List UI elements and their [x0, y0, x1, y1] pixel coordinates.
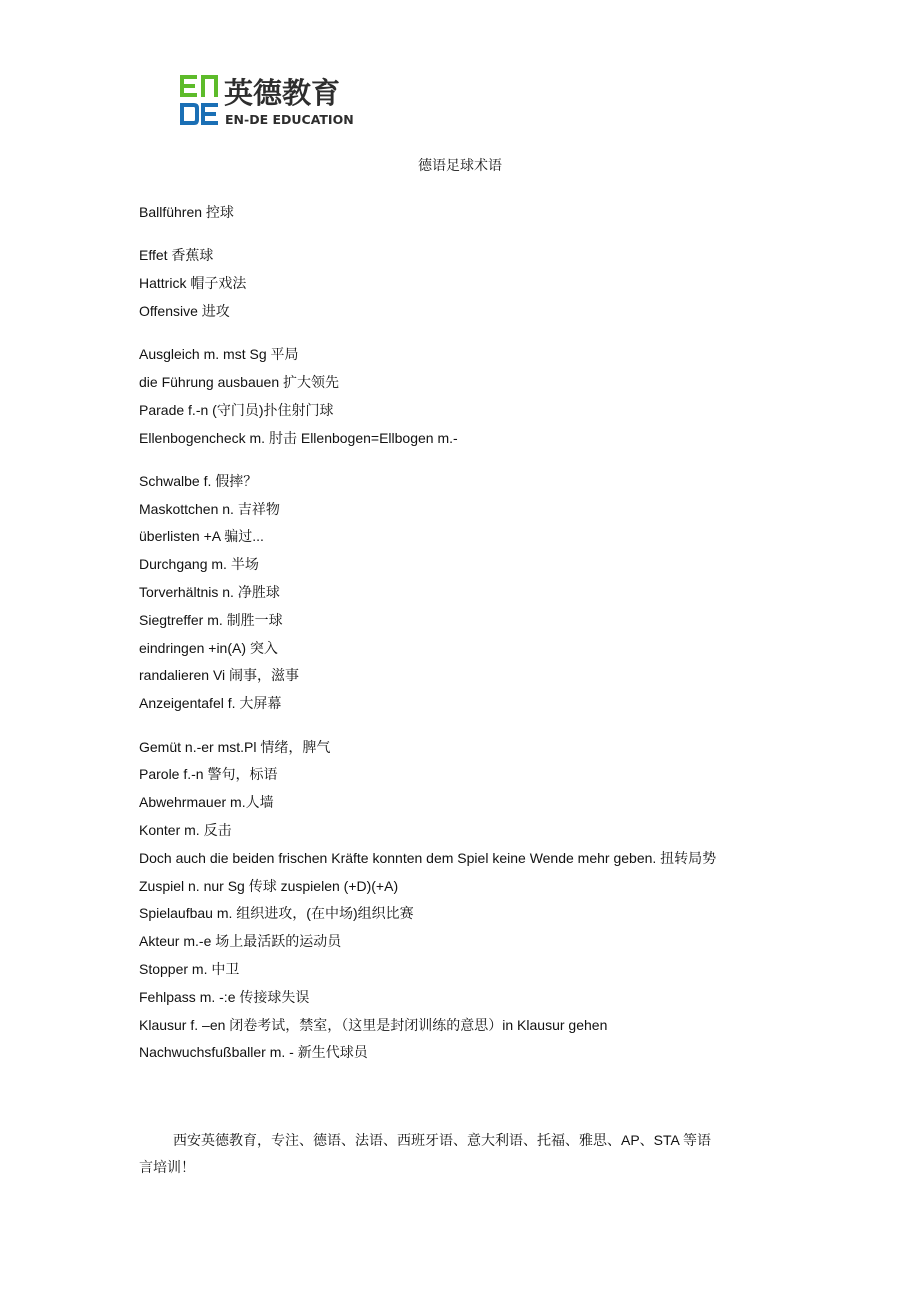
footer-line-1: 西安英德教育，专注、德语、法语、西班牙语、意大利语、托福、雅思、AP、STA 等语 [173, 1132, 711, 1148]
glossary-entry: Spielaufbau m. 组织进攻，(在中场)组织比赛 [139, 905, 414, 922]
glossary-entry: randalieren Vi 闹事，滋事 [139, 667, 300, 684]
glossary-entry: Zuspiel n. nur Sg 传球 zuspielen (+D)(+A) [139, 877, 399, 894]
glossary-entry: Offensive 进攻 [139, 302, 230, 319]
glossary-entry: Fehlpass m. -:e 传接球失误 [139, 988, 310, 1005]
glossary-entry: Anzeigentafel f. 大屏幕 [139, 695, 282, 712]
footer-line-2: 言培训！ [139, 1159, 195, 1175]
glossary-entry: Siegtreffer m. 制胜一球 [139, 611, 283, 628]
glossary-entry: Effet 香蕉球 [139, 247, 214, 264]
brand-logo [179, 73, 374, 129]
en-de-logo-icon [179, 73, 374, 129]
glossary-entry: überlisten +A 骗过... [139, 528, 264, 545]
glossary-entry: eindringen +in(A) 突入 [139, 639, 278, 656]
glossary-group [139, 242, 799, 325]
glossary-group [139, 199, 799, 227]
glossary-entry: Abwehrmauer m.人墙 [139, 794, 274, 811]
glossary-entry: die Führung ausbauen 扩大领先 [139, 373, 339, 390]
document-title: 德语足球术语 [418, 158, 502, 174]
glossary-entry: Parole f.-n 警句，标语 [139, 766, 278, 783]
glossary-entry: Durchgang m. 半场 [139, 556, 259, 573]
glossary-entry: Konter m. 反击 [139, 821, 232, 838]
glossary-entry: Nachwuchsfußballer m. - 新生代球员 [139, 1044, 368, 1061]
glossary-entry: Ellenbogencheck m. 肘击 Ellenbogen=Ellbogen m.- [139, 429, 458, 446]
glossary-group [139, 734, 799, 1068]
glossary-entry: Parade f.-n (守门员)扑住射门球 [139, 401, 334, 418]
logo-brand-zh: 英德教育 [224, 76, 341, 110]
glossary-entry: Hattrick 帽子戏法 [139, 275, 247, 292]
glossary-entry: Akteur m.-e 场上最活跃的运动员 [139, 933, 342, 950]
glossary-entry: Klausur f. –en 闭卷考试，禁室，（这里是封闭训练的意思）in Klausur gehen [139, 1016, 608, 1033]
glossary-content [139, 199, 799, 1083]
footer-note [139, 1127, 789, 1181]
logo-brand-en: EN-DE EDUCATION [225, 112, 354, 127]
glossary-entry: Stopper m. 中卫 [139, 960, 240, 977]
glossary-entry: Schwalbe f. 假摔？ [139, 472, 258, 489]
glossary-group [139, 468, 799, 718]
logo-mark [180, 75, 218, 125]
glossary-entry: Ausgleich m. mst Sg 平局 [139, 346, 299, 363]
glossary-entry: Ballführen 控球 [139, 204, 234, 220]
glossary-entry: Doch auch die beiden frischen Kräfte konnten dem Spiel keine Wende mehr geben. 扭转局势 [139, 849, 717, 866]
glossary-entry: Gemüt n.-er mst.Pl 情绪，脾气 [139, 738, 331, 755]
glossary-entry: Maskottchen n. 吉祥物 [139, 500, 280, 517]
glossary-group [139, 341, 799, 452]
glossary-entry: Torverhältnis n. 净胜球 [139, 584, 280, 601]
